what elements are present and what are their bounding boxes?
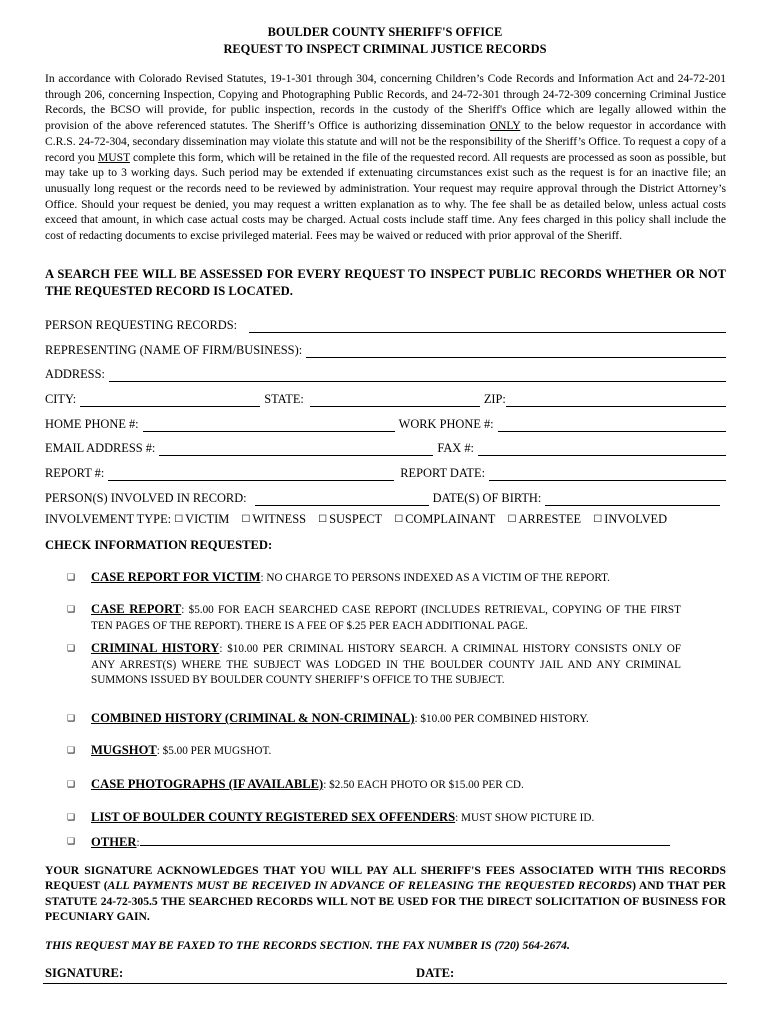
report-row [45, 463, 726, 481]
involvement-option-arrestee[interactable] [508, 512, 582, 526]
email-field[interactable] [159, 443, 433, 456]
representing-field[interactable] [306, 345, 726, 358]
person-requesting-field[interactable] [249, 320, 726, 333]
item-heading: CASE REPORT FOR VICTIM [91, 570, 261, 584]
option-label: COMPLAINANT [405, 512, 496, 526]
fax-field[interactable] [478, 443, 726, 456]
checkbox-icon[interactable]: ☐ [394, 514, 404, 525]
item-text: : MUST SHOW PICTURE ID. [455, 812, 595, 824]
item-heading: LIST OF BOULDER COUNTY REGISTERED SEX OFFENDERS [91, 810, 456, 824]
checkbox-icon[interactable]: ☐ [241, 514, 251, 525]
item-text: : [136, 837, 140, 849]
involvement-option-complainant[interactable] [394, 512, 495, 526]
state-field[interactable] [310, 394, 480, 407]
option-label: WITNESS [252, 512, 307, 526]
persons-involved-row [45, 488, 726, 506]
phone-row [45, 414, 726, 432]
email-fax-row [45, 438, 726, 456]
other-field[interactable] [140, 834, 670, 846]
work-phone-label: WORK PHONE #: [398, 417, 494, 431]
checkbox-icon[interactable]: ❑ [67, 779, 76, 789]
search-fee-notice: A SEARCH FEE WILL BE ASSESSED FOR EVERY REQUEST TO INSPECT PUBLIC RECORDS WHETHER OR NOT THE REQUESTED RECORD IS LOCATED. [45, 267, 726, 298]
email-label: EMAIL ADDRESS #: [45, 441, 156, 455]
check-information-heading: CHECK INFORMATION REQUESTED: [45, 538, 273, 552]
involvement-option-witness[interactable] [241, 512, 306, 526]
item-heading: CASE REPORT [91, 602, 182, 616]
dob-field[interactable] [545, 493, 720, 506]
persons-involved-field[interactable] [255, 493, 429, 506]
intro-text-1: In accordance with Colorado Revised Statutes, 19-1-301 through 304, concerning Children’s Code Records and Information Act and 24-72-201 through 206, concerning Inspection, Copying and Photographing Public Records, and 24-72-301 through 24-72-309 concerning Criminal Justice Records, the BCSO will provide, for public inspection, records in the custody of the Sheriff's Office which are legally allowed within the provision of the above referenced statutes. The Sheriff’s Office is authorizing dissemination [45, 72, 726, 133]
item-text: : $10.00 PER CRIMINAL HISTORY SEARCH. A CRIMINAL HISTORY CONSISTS ONLY OF ANY ARREST(S) WHERE THE SUBJECT WAS LODGED IN THE BOULDER COUNTY JAIL AND ANY CRIMINAL SUMMONS ISSUED BY BOULDER COUNTY SHERIFF’S OFFICE TO THE SUBJECT. [91, 643, 682, 686]
item-heading: COMBINED HISTORY (CRIMINAL & NON-CRIMINAL) [91, 711, 415, 725]
zip-label: ZIP: [483, 392, 506, 406]
checkbox-icon[interactable]: ❑ [67, 572, 76, 582]
involvement-option-victim[interactable] [174, 512, 229, 526]
signature-line[interactable] [43, 983, 727, 984]
person-requesting-row [45, 315, 726, 333]
report-date-label: REPORT DATE: [400, 466, 486, 480]
address-label: ADDRESS: [45, 367, 105, 381]
checkbox-icon[interactable]: ☐ [174, 514, 184, 525]
intro-text-3: complete this form, which will be retained in the file of the requested record. All requests are processed as soon as possible, but may take up to 3 working days. Such period may be extended if extenuating circumstances exist such as the request is for an inactive file; an unusually long request or the records need to be reviewed by administration. Your request may require approval through the District Attorney’s Office. Should your request be denied, you may request a written explanation as to why. The fee shall be as detailed below, unless actual costs exceed that amount, in which case actual costs may be charged. Actual costs include staff time. Any fees charged in this policy shall include the cost of redacting documents to excise privileged material. Fees may be waived or reduced with prior approval of the Sheriff. [45, 150, 726, 243]
involvement-type-label: INVOLVEMENT TYPE: [45, 512, 172, 526]
intro-text-2: to the below requestor in accordance with C.R.S. 24-72-304, secondary dissemination may violate this statute and will not be the responsibility of the Sheriff’s Office. To request a copy of a record you [45, 119, 726, 164]
option-label: ARRESTEE [518, 512, 582, 526]
zip-field[interactable] [506, 394, 726, 407]
dob-label: DATE(S) OF BIRTH: [432, 491, 542, 505]
acknowledgement-text-1: YOUR SIGNATURE ACKNOWLEDGES THAT YOU WILL PAY ALL SHERIFF'S FEES ASSOCIATED WITH THIS RECORDS REQUEST ( [45, 864, 726, 893]
item-heading: CRIMINAL HISTORY [91, 641, 220, 655]
intro-only-emphasis: ONLY [489, 119, 521, 133]
address-row [45, 364, 726, 382]
item-text: : $10.00 PER COMBINED HISTORY. [414, 713, 589, 725]
person-requesting-label: PERSON REQUESTING RECORDS: [45, 318, 238, 332]
city-state-zip-row [45, 389, 726, 407]
checkbox-icon[interactable]: ☐ [318, 514, 328, 525]
work-phone-field[interactable] [498, 419, 726, 432]
checkbox-icon[interactable]: ❑ [67, 812, 76, 822]
item-text: : $5.00 FOR EACH SEARCHED CASE REPORT (INCLUDES RETRIEVAL, COPYING OF THE FIRST TEN PAGES OF THE REPORT). THERE IS A FEE OF $.25 PER EACH ADDITIONAL PAGE. [91, 604, 681, 632]
involvement-type-row [45, 512, 735, 527]
item-heading: CASE PHOTOGRAPHS (IF AVAILABLE) [91, 777, 324, 791]
signature-label: SIGNATURE: [45, 966, 124, 980]
involvement-option-suspect[interactable] [318, 512, 382, 526]
involvement-option-involved[interactable] [593, 512, 667, 526]
representing-row [45, 340, 726, 358]
city-field[interactable] [80, 394, 260, 407]
fax-label: FAX #: [437, 441, 474, 455]
home-phone-label: HOME PHONE #: [45, 417, 139, 431]
signature-row [45, 966, 726, 981]
checkbox-icon[interactable]: ❑ [67, 745, 76, 755]
acknowledgement-paragraph [45, 863, 726, 924]
acknowledgement-payment-note: ALL PAYMENTS MUST BE RECEIVED IN ADVANCE OF RELEASING THE REQUESTED RECORDS [107, 879, 633, 893]
checkbox-icon[interactable]: ❑ [67, 604, 76, 614]
intro-must-emphasis: MUST [97, 150, 130, 164]
item-heading: MUGSHOT [91, 743, 157, 757]
agency-title: BOULDER COUNTY SHERIFF'S OFFICE [267, 25, 503, 39]
home-phone-field[interactable] [143, 419, 395, 432]
option-label: INVOLVED [604, 512, 668, 526]
checkbox-icon[interactable]: ❑ [67, 713, 76, 723]
item-text: : NO CHARGE TO PERSONS INDEXED AS A VICTIM OF THE REPORT. [260, 572, 610, 584]
checkbox-icon[interactable]: ☐ [593, 514, 603, 525]
report-date-field[interactable] [489, 468, 726, 481]
intro-paragraph [45, 71, 726, 244]
checkbox-icon[interactable]: ❑ [67, 643, 76, 653]
representing-label: REPRESENTING (NAME OF FIRM/BUSINESS): [45, 343, 303, 357]
city-label: CITY: [45, 392, 77, 406]
acknowledgement-text-2: ) AND THAT PER STATUTE 24-72-305.5 THE SEARCHED RECORDS WILL NOT BE USED FOR THE DIRECT SOLICITATION OF BUSINESS FOR PECUNIARY GAIN. [45, 879, 726, 923]
form-title: REQUEST TO INSPECT CRIMINAL JUSTICE RECORDS [223, 42, 547, 56]
persons-involved-label: PERSON(S) INVOLVED IN RECORD: [45, 491, 247, 505]
checkbox-icon[interactable]: ☐ [507, 514, 517, 525]
report-number-field[interactable] [108, 468, 394, 481]
date-label: DATE: [416, 966, 455, 980]
address-field[interactable] [109, 369, 726, 382]
state-label: STATE: [264, 392, 304, 406]
report-number-label: REPORT #: [45, 466, 105, 480]
item-heading: OTHER [91, 835, 137, 849]
fax-notice: THIS REQUEST MAY BE FAXED TO THE RECORDS SECTION. THE FAX NUMBER IS (720) 564-2674. [45, 939, 570, 952]
option-label: VICTIM [185, 512, 230, 526]
item-text: : $2.50 EACH PHOTO OR $15.00 PER CD. [323, 779, 524, 791]
option-label: SUSPECT [329, 512, 383, 526]
checkbox-icon[interactable]: ❑ [67, 836, 76, 846]
item-text: : $5.00 PER MUGSHOT. [156, 745, 272, 757]
